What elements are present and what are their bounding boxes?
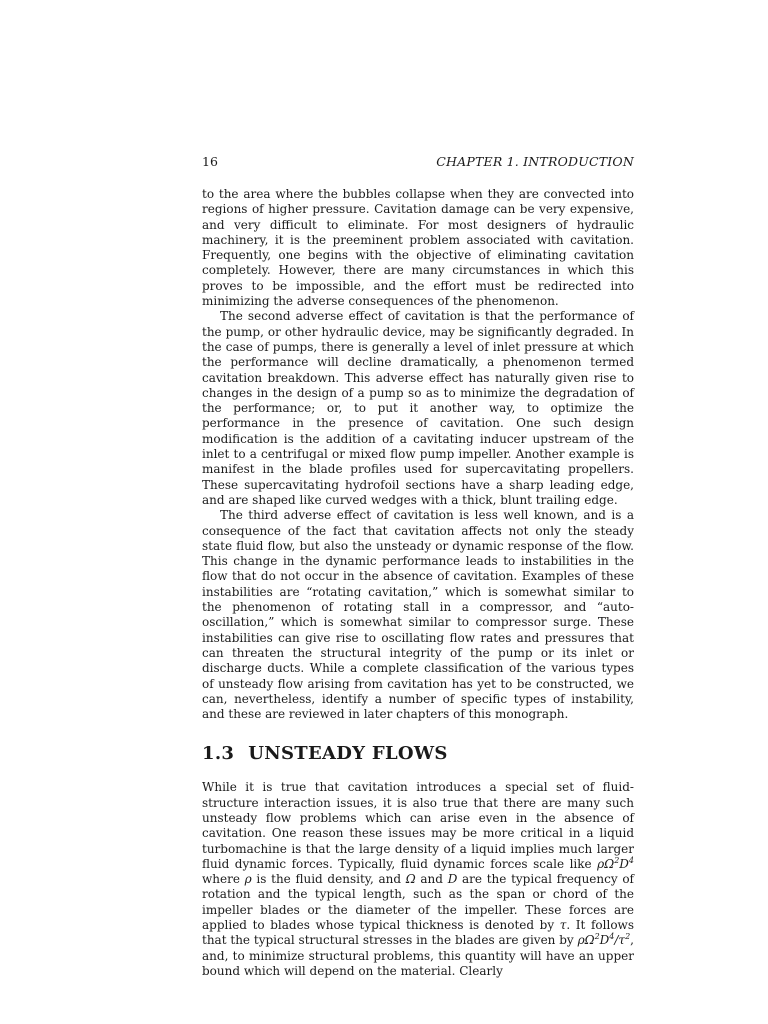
math-symbol: D — [447, 872, 458, 887]
paragraph-third-adverse-effect: The third adverse effect of cavitation is less well known, and is a consequence of the fact that cavitation affects not only the steady state fluid flow, but also the unsteady or dynamic response of the flow. This change in the dynamic performance leads to instabilities in the flow that do not occur in the absence of cavitation. Examples of these instabilities are “rotating cavitation,” which is somewhat similar to the phenomenon of rotating stall in a compressor, and “auto-oscillation,” which is somewhat similar to compressor surge. These instabilities can give rise to oscillating flow rates and pressures that can threaten the structural integrity of the pump or its inlet or discharge ducts. While a complete classification of the various types of unsteady flow arising from cavitation has yet to be constructed, we can, nevertheless, identify a number of specific types of instability, and these are reviewed in later chapters of this monograph. — [202, 508, 634, 722]
math-expression: $\rho\Omega^2D^4/\tau^2$ — [577, 932, 631, 948]
paragraph-second-adverse-effect: The second adverse effect of cavitation is that the performance of the pump, or other hydraulic device, may be significantly degraded. In the case of pumps, there is generally a level of inlet pressure at which the performance will decline dramatically, a phenomenon termed cavitation breakdown. This adverse effect has naturally given rise to changes in the design of a pump so as to minimize the degradation of the performance; or, to put it another way, to optimize the performance in the presence of cavitation. One such design modification is the addition of a cavitating inducer upstream of the inlet to a centrifugal or mixed flow pump impeller. Another example is manifest in the blade profiles used for supercavitating propellers. These supercavitating hydrofoil sections have a sharp leading edge, and are shaped like curved wedges with a thick, blunt trailing edge. — [202, 309, 634, 507]
section-title: UNSTEADY FLOWS — [248, 743, 448, 765]
math-symbol: Ω — [405, 872, 416, 887]
math-symbol: τ — [559, 918, 567, 933]
text-run: and — [415, 872, 448, 887]
math-symbol: ρ — [244, 872, 252, 887]
page-number: 16 — [202, 154, 218, 169]
paragraph-unsteady-flows — [202, 780, 634, 979]
text-run: . It follows that the typical structural stresses in the blades are given by — [202, 918, 634, 948]
text-run: where — [202, 872, 245, 887]
text-run: While it is true that cavitation introduces a special set of fluid-structure interaction issues, it is also true that there are many such unsteady flow problems which can arise even in the absence of cavitation. One reason these issues may be more critical in a liquid turbomachine is that the large density of a liquid implies much larger fluid dynamic forces. Typically, fluid dynamic forces scale like — [202, 780, 634, 871]
paragraph-continuation: to the area where the bubbles collapse when they are convected into regions of higher pressure. Cavitation damage can be very expensive, and very difficult to eliminate. For most designers of hydraulic machinery, it is the preeminent problem associated with cavitation. Frequently, one begins with the objective of eliminating cavitation completely. However, there are many circumstances in which this proves to be impossible, and the effort must be redirected into minimizing the adverse consequences of the phenomenon. — [202, 187, 634, 309]
running-header — [202, 154, 634, 174]
document-page — [202, 154, 634, 979]
math-expression: $\rho\Omega^2D^4$ — [597, 855, 634, 871]
section-number: 1.3 — [202, 743, 235, 765]
text-run: are the typical frequency of rotation and the typical length, such as the span or chord of the impeller blades or the diameter of the impeller. These forces are applied to blades whose typical thickness is denoted by — [202, 872, 634, 933]
section-heading — [202, 742, 634, 766]
chapter-title: CHAPTER 1. INTRODUCTION — [436, 154, 634, 169]
text-run: is the fluid density, and — [251, 872, 406, 887]
text-run: , and, to minimize structural problems, this quantity will have an upper bound which will depend on the material. Clearly — [202, 933, 634, 978]
